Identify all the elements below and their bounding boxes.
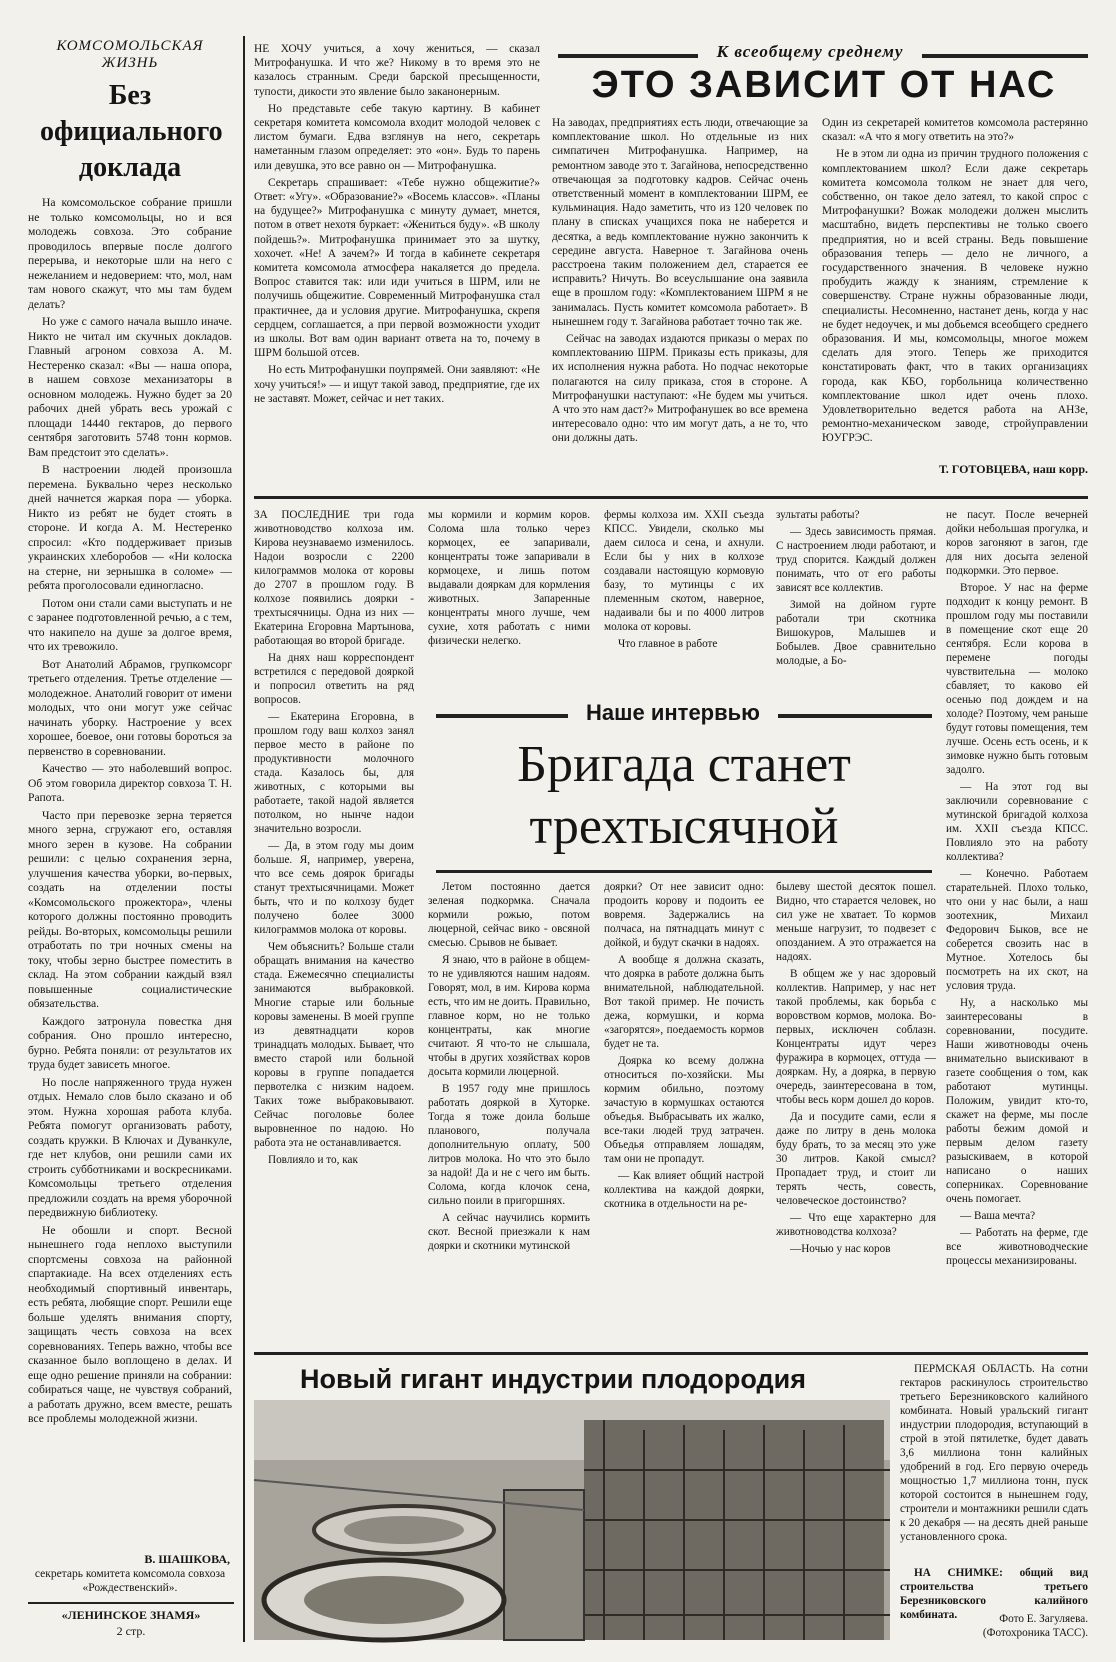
left-paragraph: Но уже с самого начала вышло иначе. Никто не читал им скучных докладов. Главный агроном совхоза А. М. Нестеренко сказал: «Вы — наша опора, в нашем совхозе механизаторы в основном молодежь. Нужно будет за 20 рабочих дней убрать весь урожай с площади 14440 гектаров, до первого сентября заготовить 5748 тонн кормов. Вам предстоит это сделать».: [28, 315, 232, 459]
photo-credit-agency: (Фотохроника ТАСС).: [982, 1627, 1088, 1639]
left-paragraph: Вот Анатолий Абрамов, групкомсорг третьего отделения. Третье отделение — молодежное. Анатолий говорит от имени молодых, что они могут уже сейчас начинать уборку. Настроение у всех хорошее, боевое, они готовы бороться за первенство в соревновании.: [28, 657, 232, 758]
interview-paragraph: — На этот год вы заключили соревнование с мутинской бригадой колхоза им. XXII съезда КПСС. Повлияло это на работу коллектива?: [946, 781, 1088, 863]
interview-paragraph: А сейчас научились кормить скот. Весной приезжали к нам доярки и скотники мутинской: [428, 1212, 590, 1252]
interview-title-rule: [436, 870, 932, 873]
top-article-rubric: К всеобщему среднему: [716, 42, 904, 61]
interview-paragraph: Летом постоянно дается зеленая подкормка. Сначала кормили рожью, потом люцерной, сейчас вико - овсяной смесью. Срывов не бывает.: [428, 881, 590, 949]
left-paragraph: Не обошли и спорт. Весной нынешнего года неплохо выступили спортсмены совхоза на районной спартакиаде. На всех отделениях есть необходимый спортивный инвентарь, есть ребята, любящие спорт. Решили еще больше уделять внимания спорту, защищать честь совхоза на всех соревнованиях. Теперь важно, чтобы все сказанное было воплощено в делах. И еще одно решение приняли на собрании: собираться чаще, не чувствуя собраний, а работать дружно, всем вместе, решать все проблемы молодежной жизни.: [28, 1223, 232, 1425]
top-article-rule-right: [922, 54, 1088, 58]
left-article-title: Без официального доклада: [40, 80, 223, 183]
interview-paragraph: — Здесь зависимость прямая. С настроением люди работают, и труд спорится. Каждый должен понимать, что от его работы зависят все коллектив.: [776, 526, 936, 594]
left-signature-name: В. ШАШКОВА,: [144, 1552, 230, 1566]
left-paragraph: На комсомольское собрание пришли не только комсомольцы, но и вся молодежь совхоза. Это собрание проводилось впервые после долгого перерыва, и некоторые шли на него с нежеланием и недоверием: что, мол, нам там нового скажут, что мы там будем делать?: [28, 196, 232, 311]
interview-paragraph: доярки? От нее зависит одно: продоить корову и подоить ее вовремя. Задержались на полчаса, на пятнадцать минут с дойкой, и будут скачки в надоях.: [604, 881, 764, 949]
interview-body-col2: [428, 880, 590, 1346]
construction-photo-graphic: [254, 1400, 890, 1640]
interview-paragraph: — Работать на ферме, где все животноводческие процессы механизированы.: [946, 1227, 1088, 1267]
left-paragraph: Каждого затронула повестка дня собрания. Оно прошло интересно, бурно. Ребята поняли: от результатов их труда будет зависеть многое.: [28, 1014, 232, 1071]
interview-paragraph: — Конечно. Работаем старательней. Плохо только, что они у нас были, а наш зоотехник, Михаил Федорович Быков, все не соберется свозить нас в Мутное. Хотелось бы посмотреть на их скот, на условия труда.: [946, 868, 1088, 992]
footer-paper-name: «ЛЕНИНСКОЕ ЗНАМЯ»: [61, 1608, 201, 1622]
top-paragraph: Не в этом ли одна из причин трудного положения с комплектованием школ? Если даже секретарь комитета комсомола толком не знает для чего, собственно, он такое дело затеял, то какой спрос с Митрофанушки? Вожак молодежи должен мыслить масштабно, видеть перспективы не только своего предприятия, но и всей страны. Ведь повышение образования теперь — дело не личного, а государственного значения. В человеке нужно пробудить жажду к знаниям, стремление к совершенству. Стране нужны образованные люди, специалисты. Несомненно, настанет день, когда у нас не будет недоучек, и мы добьемся всеобщего среднего образования. И мы, комсомольцы, многое можем сделать для этого. Теперь же приходится констатировать факт, что в таких организациях города, как КБО, горбольница количественно комплектование школ идет очень плохо. Удовлетворительно ведется работа на АНЗе, ремонтно-механическом заводе, стройуправлении ЮУГРЭС.: [822, 148, 1088, 445]
interview-body-col5: [946, 508, 1088, 1346]
footer-page-number: 2 стр.: [116, 1624, 146, 1638]
interview-paragraph: В общем же у нас здоровый коллектив. Например, у нас нет такой проблемы, как борьба с воровством кормов, молока. Во-первых, исключен соблазн. Концентраты идут через фуражира в кормоцех, оттуда — дояркам. Ну, а доярка, в первую очередь, заинтересована в том, чтобы весь корм дошел до коров.: [776, 968, 936, 1106]
interview-paragraph: былеву шестой десяток пошел. Видно, что старается человек, но сил уже не хватает. То кормов меньше нагрузит, то подвезет с опозданием. А это отражается на надоях.: [776, 881, 936, 963]
top-article-bottom-rule: [254, 496, 1088, 499]
interview-bottom-rule: [254, 1352, 1088, 1355]
top-article-rule-left: [558, 54, 698, 58]
top-article-col3: [822, 116, 1088, 456]
interview-paragraph: На днях наш корреспондент встретился с передовой дояркой и попросил ответить на ряд вопросов.: [254, 652, 414, 706]
interview-paragraph: Повлияло и то, как: [268, 1154, 358, 1166]
interview-paragraph: А вообще я должна сказать, что доярка в работе должна быть внимательной, наблюдательной. Вот такой пример. Не почисть дежа, кормушки, и корма «загорятся», поедаемость кормов будет не та.: [604, 954, 764, 1050]
interview-paragraph: — Как влияет общий настрой коллектива на каждой доярки, скотника в отдельности на ре-: [604, 1170, 764, 1210]
interview-paragraph: — Ваша мечта?: [960, 1210, 1036, 1222]
interview-paragraph: — Екатерина Егоровна, в прошлом году ваш колхоз занял первое место в районе по продуктивности молочного стада. Казалось бы, для животных, с которыми вы работаете, такой надой является потолком, но нынче надои значительно возросли.: [254, 711, 414, 835]
interview-paragraph: не пасут. После вечерней дойки небольшая прогулка, и коров загоняют в загон, где для них досыта зеленой подкормки. Это первое.: [946, 509, 1088, 577]
column-separator: [243, 36, 245, 1642]
top-paragraph: Но есть Митрофанушки поупрямей. Они заявляют: «Не хочу учиться!» — и ищут такой завод, предприятие, где их не заставят. Может, сейчас и нет таких.: [254, 364, 540, 405]
footer-rule: [28, 1602, 234, 1604]
interview-paragraph: Зимой на дойном гурте работали три скотника Вишокуров, Малышев и Бобылев. Двое сравнительно молодые, а Бо-: [776, 599, 936, 667]
top-article-signature: Т. ГОТОВЦЕВА, наш корр.: [938, 462, 1088, 476]
top-article-col1: [254, 42, 540, 480]
interview-paragraph: Что главное в работе: [618, 638, 718, 650]
interview-paragraph: Ну, а насколько мы заинтересованы в соревновании, посудите. Наши животноводы очень внимательно выискивают в газете сообщения о том, как работают мутинцы. Положим, увидит кто-то, скажет на ферме, мы после работы бежим домой и первым делом газету разыскиваем, в которой написано о наших соперниках. Соревнование очень помогает.: [946, 997, 1088, 1205]
top-paragraph: НЕ ХОЧУ учиться, а хочу жениться, — сказал Митрофанушка. И что же? Никому в то время это не казалось странным. Среди барской пресыщенности, тупости, дикости это явление было заканонерным.: [254, 43, 540, 98]
left-paragraph: Часто при перевозке зерна теряется много зерна, сгружают его, оставляя много зерен в кузове. На собрании решили: с целью сохранения зерна, улучшения качества уборки, во-первых, создать на отделении посты «Комсомольского прожектора», члены которого должны постоянно проводить рейды. Во-вторых, комсомольцы решили отработать по три ночных смены на току, чтобы зерно быстрее поместить в склад. На этом собрании каждый взял повышенные социалистические обязательства.: [28, 808, 232, 1010]
left-paragraph: В настроении людей произошла перемена. Буквально через несколько дней начнется жаркая пора — уборка. Никто из ребят не будет стоять в стороне. И когда А. М. Нестеренко спросил: «Кто поддерживает призыв украинских хлеборобов — «Ни колоска на стерне, ни зернышка в соломе» — ребята проголосовали единогласно.: [28, 463, 232, 592]
interview-rubric-rule-left: [436, 714, 568, 718]
photo-article-title: Новый гигант индустрии плодородия: [300, 1364, 807, 1394]
photo-article-paragraph: ПЕРМСКАЯ ОБЛАСТЬ. На сотни гектаров раскинулось строительство третьего Березниковского калийного комбината. Новый уральский гигант индустрии плодородия, вступающий в строй в этой пятилетке, будет давать 3,6 миллиона тонн калийных удобрений в год. Его первую очередь мощностью 1,7 миллиона тонн, пуск которой состоится в нынешнем году, строители и монтажники решили сдать к 20 декабря — на десять дней раньше установленного срока.: [900, 1363, 1088, 1543]
construction-photo: [254, 1400, 890, 1640]
interview-paragraph: —Ночью у нас коров: [790, 1243, 891, 1255]
interview-lead-col2: [428, 508, 590, 678]
top-paragraph: Секретарь спрашивает: «Тебе нужно общежитие?» Ответ: «Угу». «Образование?» «Восемь классов». «Планы на будущее?» Митрофанушка с минуту думает, мнется, потом в ответ нехотя буркает: «Жениться буду». «В школу пойдешь?». Митрофанушка принимает это за шутку, хохочет. «Не! А зачем?» И тогда в кабинете секретаря комитета комсомола атмосфера накаляется до предела. Вопрос ставится так: или иди учиться в ШРМ, или не получишь общежитие. Современный Митрофанушка стал практичнее, да и условия другие. Митрофанушка, скрепя сердцем, соглашается, а при первой возможности уходит из школы. Вот вам один вариант ответа на то, почему в ШРМ большой отсев.: [254, 176, 540, 360]
interview-paragraph: ЗА ПОСЛЕДНИЕ три года животноводство колхоза им. Кирова неузнаваемо изменилось. Надои возросли с 2200 килограммов молока от коровы до 2707 в прошлом году. В колхозе появились доярки - трехтысячницы. Одна из них — Екатерина Егоровна Мартынова, работающая во второй бригаде.: [254, 509, 414, 647]
interview-paragraph: — Что еще характерно для животноводства колхоза?: [776, 1212, 936, 1238]
left-signature-role: секретарь комитета комсомола совхоза «Рождественский».: [34, 1568, 226, 1594]
photo-article-text: [900, 1362, 1088, 1562]
top-paragraph: Один из секретарей комитетов комсомола растерянно сказал: «А что я могу ответить на это?»: [822, 117, 1088, 144]
interview-body-col4: [776, 880, 936, 1346]
interview-paragraph: фермы колхоза им. XXII съезда КПСС. Увидели, сколько мы даем силоса и сена, и ахнули. Если бы у них в колхозе создавали настоящую кормовую базу, то мутинцы с их племенным скотом, наверное, надаивали бы и по 4000 литров молока от коровы.: [604, 509, 764, 633]
photo-caption-text: НА СНИМКЕ: общий вид строительства третьего Березниковского калийного комбината.: [900, 1567, 1088, 1621]
interview-paragraph: мы кормили и кормим коров. Солома шла только через кормоцех, ее запаривали, концентраты тоже запаривали в кормоцехе, и лишь потом выдавали дояркам для кормления животных. Запаренные концентраты много лучше, чем сухие, хотя работать с ними физически нелегко.: [428, 509, 590, 647]
left-paragraph: Но после напряженного труда нужен отдых. Немало слов было сказано и об этом. Нужна хорошая работа клуба. Ребята помогут организовать работу, создать кружки. В Ключах и Дуванкуле, где нет клубов, они решили сами их строить субботниками и воскресниками. Комсомольцы третьего отделения предложили создать на время уборочной передвижную библиотеку.: [28, 1075, 232, 1219]
left-paragraph: Потом они стали сами выступать и не с заранее подготовленной речью, а с тем, что накипело на душе за долгое время, что их тревожило.: [28, 596, 232, 653]
interview-paragraph: Второе. У нас на ферме подходит к концу ремонт. В прошлом году мы поставили в помещение скот еще 20 сентября. Если корова в перемене погоды чувствительна — молоко сбавляет, то каково ей осенью под дождем и на холоде? Поэтому, чем раньше будут готовы помещения, тем лучше. Осень есть осень, и к зимовке нужно быть готовым задолго.: [946, 582, 1088, 776]
interview-lead-col1: [254, 508, 414, 1338]
left-article-body: [28, 196, 232, 1476]
interview-paragraph: Чем объяснить? Больше стали обращать внимания на качество стада. Ежемесячно специалисты занимаются выбраковкой. Многие старые или больные коровы заменены. В моей группе из девятнадцати коров тринадцать молодых. Бывает, что вместо старой или больной коровы в группе попадается первотелка с низким надоем. Таких тоже выбраковывают. Сейчас поголовье более выровненное по надою. Но работа эта не останавливается.: [254, 941, 414, 1149]
interview-paragraph: Я знаю, что в районе в общем-то не удивляются нашим надоям. Говорят, мол, в им. Кирова корма есть, что им не доить. Правильно, главное корм, но не только концентраты, как многие считают. Я что-то не слышала, чтобы в других хозяйствах коров досыта кормили люцерной.: [428, 954, 590, 1078]
interview-rubric: Наше интервью: [586, 700, 760, 725]
top-article-title: ЭТО ЗАВИСИТ ОТ НАС: [591, 64, 1057, 106]
interview-lead-col4: [776, 508, 936, 678]
left-paragraph: Качество — это наболевший вопрос. Об этом говорила директор совхоза Т. Н. Рапота.: [28, 762, 232, 804]
interview-rubric-rule-right: [778, 714, 932, 718]
top-paragraph: Но представьте себе такую картину. В кабинет секретаря комитета комсомола входит молодой человек с листом бумаги. Едва взглянув на него, секретарь наметанным глазом определяет: это «он». Будь то парень или девушка, это все равно он — Митрофанушка.: [254, 102, 540, 172]
left-rubric: КОМСОМОЛЬСКАЯ ЖИЗНЬ: [56, 38, 204, 71]
interview-title: Бригада станет трехтысячной: [517, 736, 851, 855]
interview-paragraph: — Да, в этом году мы доим больше. Я, например, уверена, что все семь доярок бригады станут трехтысячницами. Может быть, что и по колхозу будет получено более 3000 килограммов молока от коровы.: [254, 840, 414, 936]
top-paragraph: На заводах, предприятиях есть люди, отвечающие за комплектование школ. Но отдельные из них симпатичен Митрофанушка. Например, на ремонтном заводе это т. Загайнова, непосредственно отвечающая за подготовку кадров. Сейчас очень ответственный момент в комплектовании ШРМ, ее кульминация. Надо заметить, что из 120 человек по плану в списках учащихся пока не наберется и десятка, а ведь комплектование нужно закончить к середине августа. Наверное т. Загайнова очень расстроена таким положением дел, старается ее исправить? Ничуть. Во всеуслышание она заявила еще в прошлом году: «Комплектованием ШРМ я не занималась. Пусть комитет комсомола работает». В нынешнем году т. Загайнова работает точно так же.: [552, 117, 808, 328]
interview-lead-col3: [604, 508, 764, 678]
interview-body-col3: [604, 880, 764, 1346]
photo-credit: Фото Е. Загуляева.: [999, 1613, 1088, 1625]
top-article-col2: [552, 116, 808, 480]
interview-paragraph: Доярка ко всему должна относиться по-хозяйски. Мы кормим обильно, поэтому зачастую в кормушках остаются объедья. Выбрасывать их жалко, все-таки людей труд затрачен. Объедья отправляем лошадям, там они не пропадут.: [604, 1055, 764, 1165]
interview-paragraph: зультаты работы?: [776, 509, 860, 521]
top-paragraph: Сейчас на заводах издаются приказы о мерах по комплектованию ШРМ. Приказы есть приказы, для их исполнения нужна работа. Но подчас некоторые полагаются на силу приказа, стоя в стороне. А Митрофанушки наступают: «Не будем мы учиться. А что это нам даст?» Митрофанушек во все времена интересовало одно: что им могут дать, а не то, что они должны дать.: [552, 333, 808, 445]
interview-paragraph: Да и посудите сами, если я даже по литру в день молока буду брать, то за месяц это уже 30 литров. Какой смысл? Пропадает труд, и стоит ли терять честь, совесть, человеческое достоинство?: [776, 1111, 936, 1207]
interview-paragraph: В 1957 году мне пришлось работать дояркой в Хуторке. Тогда я тоже доила больше планового, получала дополнительную оплату, 500 литров молока. Но что это было за надой! Да и не с чего им быть. Солома, когда клочок сена, сильно поили в пригоршнях.: [428, 1083, 590, 1207]
